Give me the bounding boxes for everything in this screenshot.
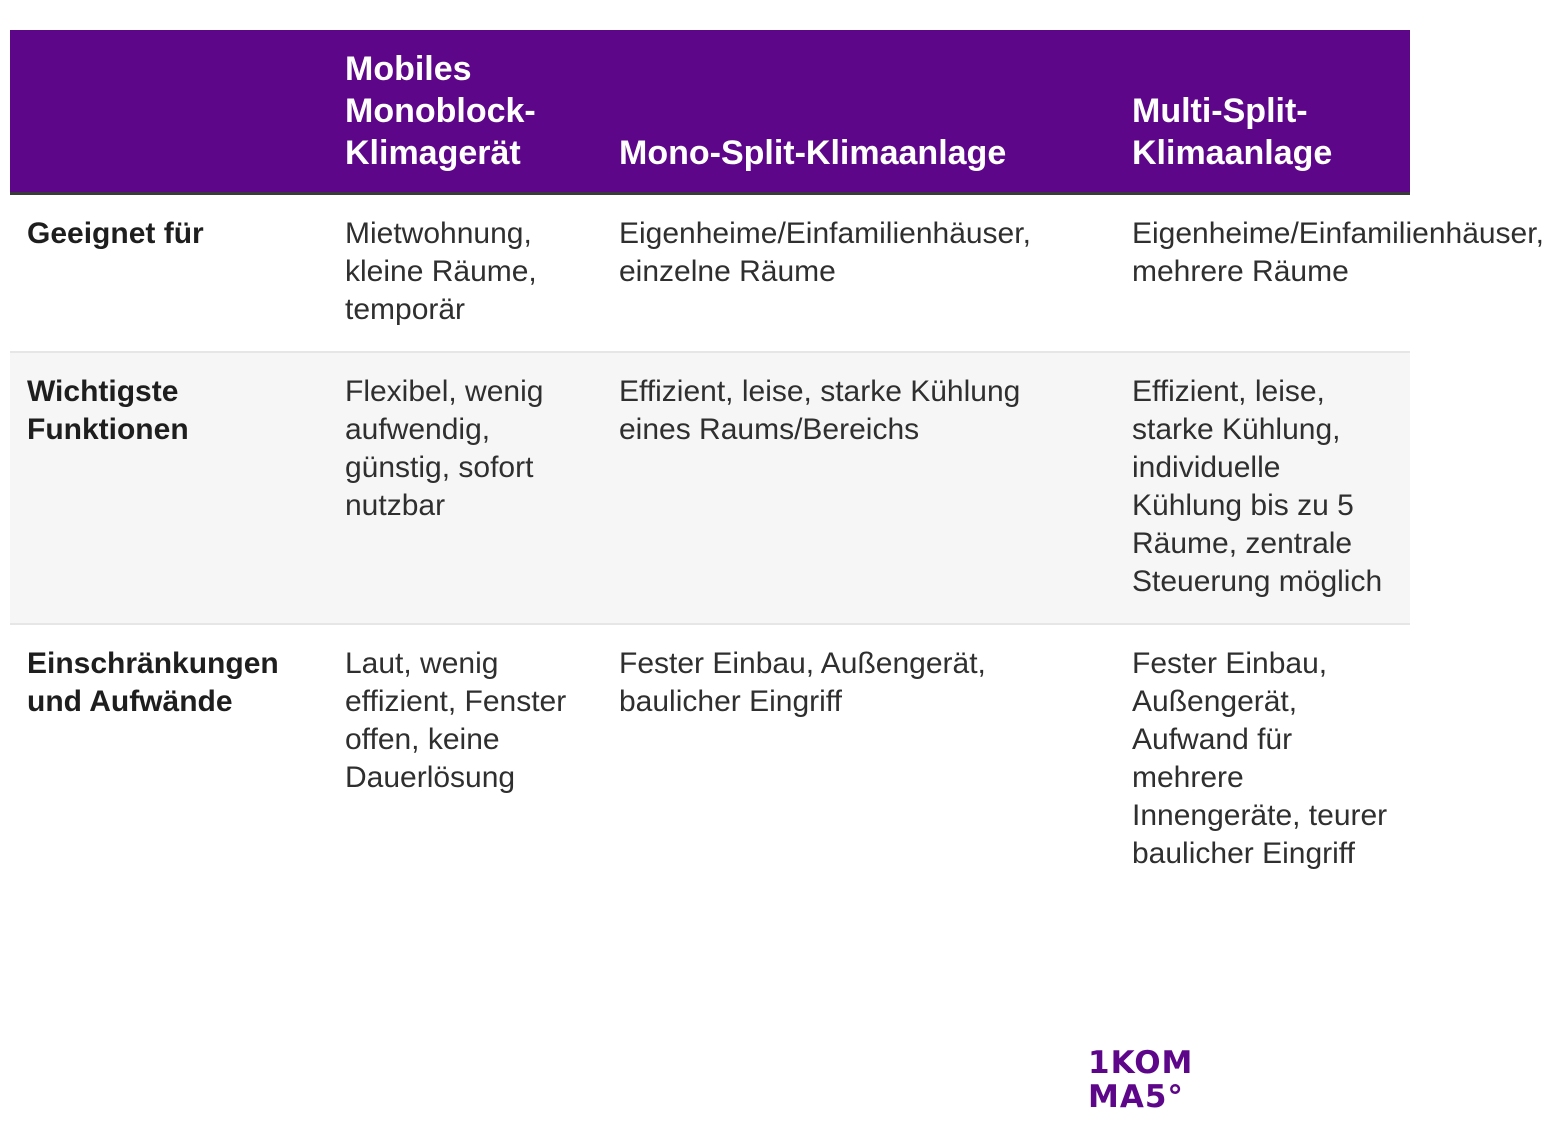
header-multi-split: Multi-Split-Klimaanlage (1115, 30, 1410, 194)
row-label-einschraenkungen: Einschränkungen und Aufwände (27, 647, 279, 718)
row-label-geeignet: Geeignet für (10, 194, 328, 353)
table-cell: Fester Einbau, Außengerät, baulicher Eingriff (619, 647, 986, 718)
logo-line-2: MA5° (1088, 1079, 1184, 1115)
table-cell: Flexibel, wenig aufwendig, günstig, sofort nutzbar (328, 352, 602, 624)
table-header-row (10, 30, 1410, 194)
brand-logo (1088, 1046, 1193, 1114)
table-cell: Eigenheime/Einfamilienhäuser, mehrere Räume (1115, 194, 1410, 353)
table-cell: Fester Einbau, Außengerät, Aufwand für mehrere Innengeräte, teurer baulicher Eingriff (1132, 647, 1388, 870)
table-row (10, 352, 1410, 624)
header-monoblock: Mobiles Monoblock-Klimagerät (328, 30, 602, 194)
header-mono-split: Mono-Split-Klimaanlage (602, 30, 1115, 194)
table-row (10, 624, 1410, 895)
table-cell: Laut, wenig effizient, Fenster offen, keine Dauerlösung (345, 647, 567, 794)
logo-line-1: 1KOM (1088, 1045, 1194, 1081)
table-cell: Effizient, leise, starke Kühlung eines Raums/Bereichs (602, 352, 1115, 624)
table-cell: Effizient, leise, starke Kühlung, individuelle Kühlung bis zu 5 Räume, zentrale Steuerung möglich (1115, 352, 1410, 624)
table-cell: Mietwohnung, kleine Räume, temporär (328, 194, 602, 353)
table-row (10, 194, 1410, 353)
row-label-funktionen: Wichtigste Funktionen (10, 352, 328, 624)
header-empty-cell (10, 30, 328, 194)
comparison-table-container (10, 30, 1544, 990)
table-cell: Eigenheime/Einfamilienhäuser, einzelne Räume (602, 194, 1115, 353)
comparison-table (10, 30, 1544, 895)
